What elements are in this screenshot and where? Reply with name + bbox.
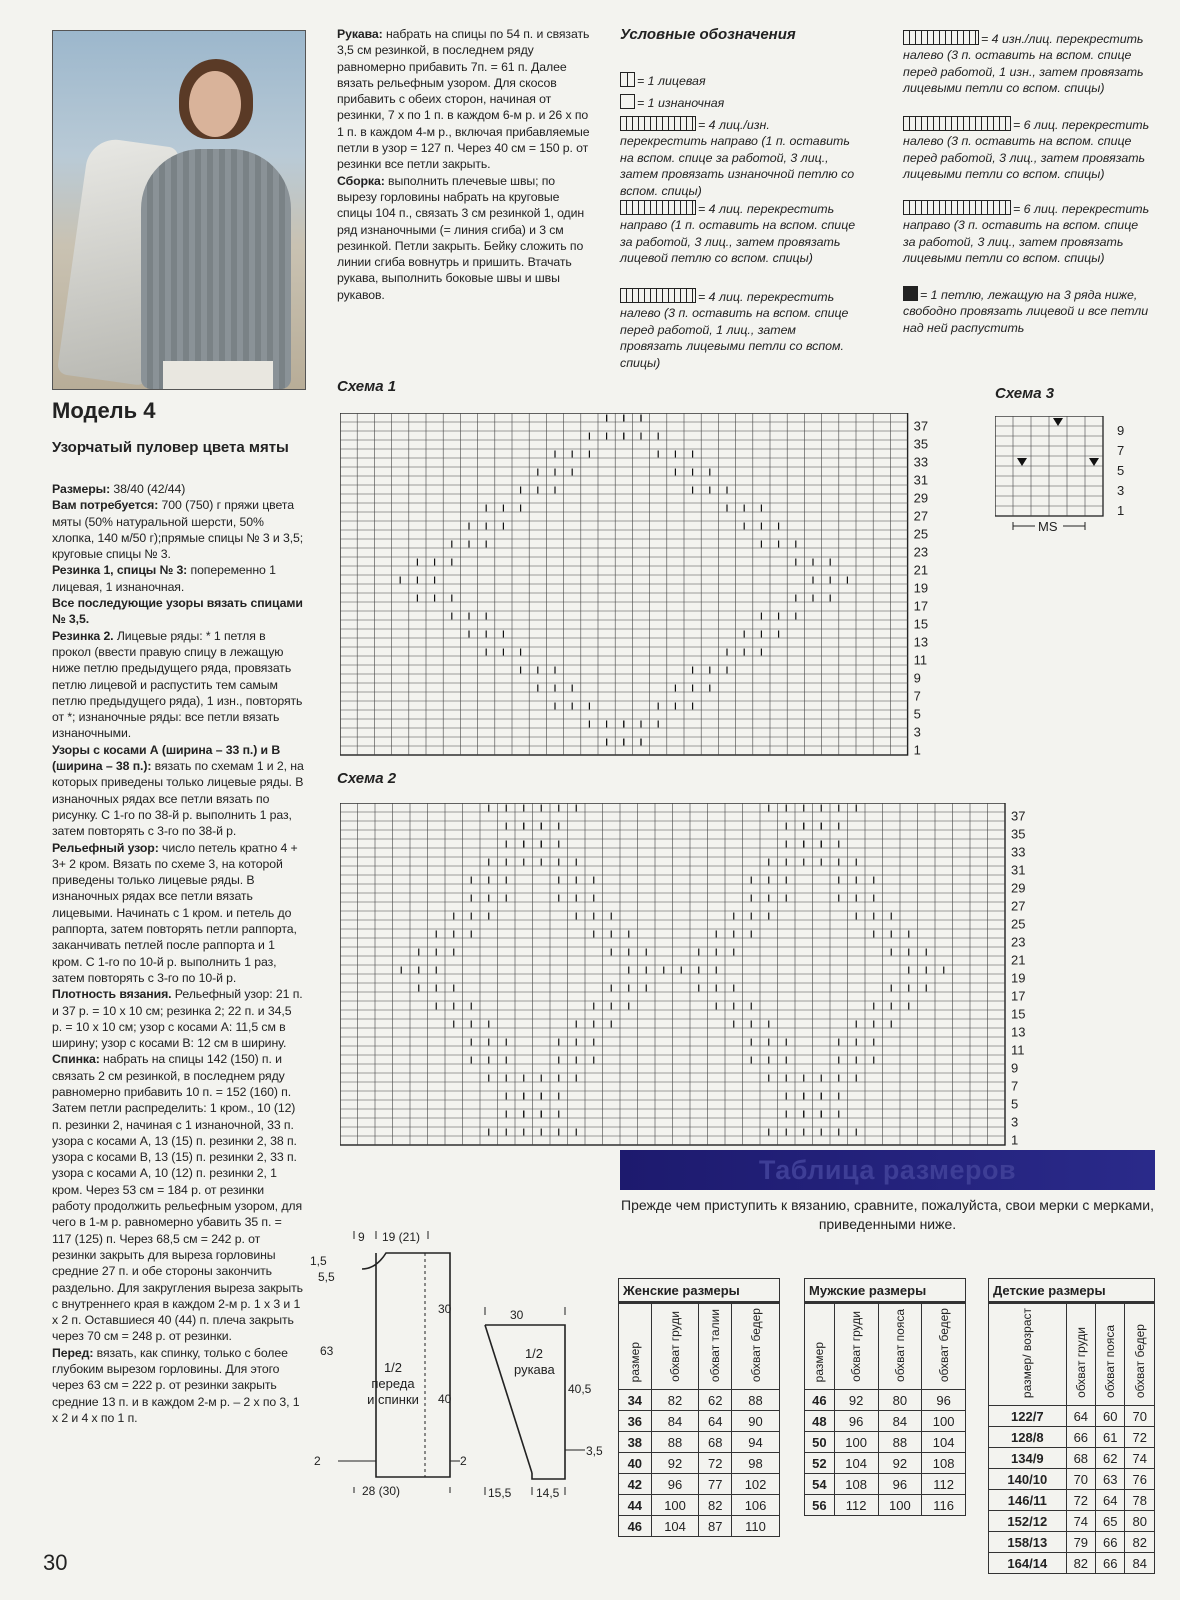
table-cell: 34: [619, 1390, 652, 1411]
row-number: 3: [1117, 483, 1125, 498]
table-cell: 62: [1096, 1448, 1125, 1469]
table-row: [805, 1432, 966, 1453]
row-number: 7: [913, 688, 921, 704]
table-cell: 146/11: [989, 1490, 1067, 1511]
table-cell: 42: [619, 1474, 652, 1495]
table-cell: 82: [651, 1390, 699, 1411]
table-row: [805, 1390, 966, 1411]
legend-item: = 6 лиц. перекрестить направо (3 п. оставить на вспом. спице за работой, 3 лиц., затем провязать лицевыми петли со вспом. спицы): [903, 202, 1150, 266]
size-column-header: обхват груди: [834, 1303, 878, 1390]
row-number: 3: [913, 724, 921, 740]
sleeve-label: 1/2 рукава: [514, 1346, 555, 1377]
table-cell: 88: [878, 1432, 922, 1453]
size-column-header: обхват пояса: [1096, 1303, 1125, 1406]
instruction-paragraph: Резинка 1, спицы № 3: попеременно 1 лицевая, 1 изнаночная.: [52, 563, 276, 594]
table-cell: 38: [619, 1432, 652, 1453]
instructions-left: [52, 481, 304, 1426]
dim-left-63: 63: [320, 1344, 334, 1358]
dim-top-a: 9: [358, 1230, 365, 1244]
row-number: 31: [1011, 862, 1026, 878]
row-number: 9: [913, 670, 921, 686]
table-row: [989, 1469, 1155, 1490]
row-number: 23: [913, 544, 929, 560]
row-number: 13: [913, 634, 929, 650]
table-cell: 96: [834, 1411, 878, 1432]
table-cell: 84: [651, 1411, 699, 1432]
row-number: 29: [1011, 880, 1026, 896]
instruction-paragraph: Резинка 2. Лицевые ряды: * 1 петля в прокол (ввести правую спицу в лежащую ниже петлю предыдущего ряда, провязать петлю лицевой и распустить тем самым петлю предыдущего ряда), 1 изн., повторять от *; изнаночные ряды: все петли вязать изнаночными.: [52, 628, 303, 741]
row-number: 15: [1011, 1006, 1026, 1022]
table-cell: 88: [651, 1432, 699, 1453]
row-number: 11: [1011, 1042, 1025, 1058]
table-cell: 88: [732, 1390, 780, 1411]
table-cell: 100: [922, 1411, 966, 1432]
size-table-title: Женские размеры: [619, 1279, 780, 1303]
table-cell: 44: [619, 1495, 652, 1516]
cable-left-4-icon: [620, 288, 696, 303]
row-number: 5: [1011, 1096, 1019, 1112]
table-cell: 72: [1066, 1490, 1095, 1511]
cable-right-6-icon: [903, 200, 1011, 215]
dim-right-40: 40: [438, 1392, 452, 1406]
table-cell: 82: [1125, 1532, 1155, 1553]
table-row: [619, 1516, 780, 1537]
table-row: [989, 1406, 1155, 1427]
size-column-header: обхват груди: [1066, 1303, 1095, 1406]
legend-item: = 4 изн./лиц. перекрестить налево (3 п. оставить на вспом. спице перед работой, 1 изн., затем провязать лицевыми петли со вспом. спицы): [903, 32, 1144, 96]
table-cell: 92: [834, 1390, 878, 1411]
drop-stitch-icon: [903, 286, 918, 301]
table-cell: 70: [1066, 1469, 1095, 1490]
table-cell: 66: [1096, 1553, 1125, 1574]
instruction-paragraph: Сборка: выполнить плечевые швы; по вырезу горловины набрать на круговые спицы 104 п., связать 3 см резинкой 1, один ряд изнаночными (= линия сгиба) и 3 см резинкой. Петли закрыть. Бейку сложить по линии сгиба вовнутрь и пришить. Втачать рукава, выполнить боковые швы и швы рукавов.: [337, 173, 585, 302]
table-row: [989, 1448, 1155, 1469]
table-row: [619, 1432, 780, 1453]
table-cell: 65: [1096, 1511, 1125, 1532]
table-cell: 70: [1125, 1406, 1155, 1427]
row-number: 21: [1011, 952, 1026, 968]
row-number: 3: [1011, 1114, 1019, 1130]
dim-bot-2b: 2: [460, 1454, 467, 1468]
row-number: 35: [1011, 826, 1026, 842]
instruction-paragraph: Вам потребуется: 700 (750) г пряжи цвета мяты (50% натуральной шерсти, 50% хлопка, 140 м/50 г);прямые спицы № 3 и 3,5; круговые спицы № 3.: [52, 498, 304, 562]
table-cell: 61: [1096, 1427, 1125, 1448]
row-number: 21: [913, 562, 929, 578]
table-cell: 108: [922, 1453, 966, 1474]
table-cell: 87: [699, 1516, 732, 1537]
size-column-header: обхват бедер: [922, 1303, 966, 1390]
instruction-paragraph: Узоры с косами А (ширина – 33 п.) и В (ширина – 38 п.): вязать по схемам 1 и 2, на которых приведены только лицевые ряды. В изнаночных рядах все петли вязать по рисунку. С 1-го по 38-й р. выполнить 1 раз, затем повторять с 3-го по 38-й р.: [52, 742, 304, 839]
row-number: 19: [1011, 970, 1026, 986]
instruction-paragraph: Размеры: 38/40 (42/44): [52, 482, 186, 496]
table-cell: 78: [1125, 1490, 1155, 1511]
table-cell: 100: [834, 1432, 878, 1453]
table-cell: 92: [878, 1453, 922, 1474]
dim-sleeve-b2: 14,5: [536, 1486, 560, 1500]
table-cell: 80: [1125, 1511, 1155, 1532]
table-cell: 80: [878, 1390, 922, 1411]
dim-bottom: 28 (30): [362, 1484, 401, 1498]
table-cell: 72: [699, 1453, 732, 1474]
table-cell: 96: [651, 1474, 699, 1495]
size-column-header: обхват талии: [699, 1303, 732, 1390]
row-number: 9: [1011, 1060, 1019, 1076]
dim-top-b: 19 (21): [382, 1230, 421, 1244]
table-cell: 104: [922, 1432, 966, 1453]
table-cell: 140/10: [989, 1469, 1067, 1490]
table-cell: 62: [699, 1390, 732, 1411]
row-number: 9: [1117, 423, 1125, 438]
table-cell: 106: [732, 1495, 780, 1516]
legend-item: = 6 лиц. перекрестить налево (3 п. оставить на вспом. спице перед работой, 3 лиц., затем провязать лицевыми петли со вспом. спицы): [903, 118, 1150, 182]
table-cell: 134/9: [989, 1448, 1067, 1469]
dim-sleeve-height: 40,5: [568, 1382, 592, 1396]
instructions-middle: [337, 26, 591, 303]
table-cell: 77: [699, 1474, 732, 1495]
instruction-paragraph: Перед: вязать, как спинку, только с более глубоким вырезом горловины. Для этого через 63 см = 222 р. от резинки закрыть средние 13 п. и в каждом 2-м р. – 2 х по 3, 1 х 2 и 4 х по 1 п.: [52, 1345, 300, 1425]
row-number: 1: [1011, 1132, 1019, 1148]
table-row: [619, 1453, 780, 1474]
table-cell: 84: [878, 1411, 922, 1432]
knit-symbol-icon: [620, 72, 635, 87]
dim-left-b: 5,5: [318, 1270, 335, 1284]
table-cell: 50: [805, 1432, 835, 1453]
row-number: 37: [913, 418, 929, 434]
cable-right-4-icon: [620, 200, 696, 215]
schema-3-label: Схема 3: [995, 385, 1055, 402]
table-cell: 64: [1066, 1406, 1095, 1427]
table-cell: 84: [1125, 1553, 1155, 1574]
model-subtitle: Узорчатый пуловер цвета мяты: [52, 439, 289, 456]
schema-3-chart: [995, 416, 1155, 554]
table-row: [619, 1390, 780, 1411]
dim-sleeve-b1: 15,5: [488, 1486, 512, 1500]
row-number: 31: [913, 472, 929, 488]
table-row: [805, 1411, 966, 1432]
schema-1-chart: [340, 413, 936, 758]
dim-sleeve-cuff: 3,5: [586, 1444, 603, 1458]
table-cell: 66: [1096, 1532, 1125, 1553]
row-number: 5: [913, 706, 921, 722]
row-number: 1: [1117, 503, 1125, 518]
table-cell: 112: [834, 1495, 878, 1516]
garment-pattern: [310, 1225, 610, 1510]
row-number: 7: [1011, 1078, 1019, 1094]
table-row: [619, 1495, 780, 1516]
cable-left-purl-icon: [903, 30, 979, 45]
table-row: [619, 1411, 780, 1432]
row-number: 27: [1011, 898, 1026, 914]
instruction-paragraph: Спинка: набрать на спицы 142 (150) п. и связать 2 см резинкой, в последнем ряду равномерно прибавить 10 п. = 152 (160) п. Затем петли распределить: 1 кром., 10 (12) п. резинки 2, начиная с 1 изнаночной, 33 п. узора с косами А, 13 (15) п. резинки 2, 38 п. узора с косами В, 13 (15) п. резинки 2, 33 п. узора с косами А, 10 (12) п. резинки 2, 1 кром. Через 53 см = 184 р. от резинки работу продолжить рельефным узором, для чего в 1-м р. равномерно убавить 35 п. = 117 (125) п. Через 68,5 см = 242 р. от резинки закрыть для выреза горловины средние 27 п. и обе стороны закончить раздельно. Для закругления выреза закрыть с внутреннего края в каждом 2-м р. 1 х 3 и 1 х 2 п. Оставшиеся 40 (44) п. плеча закрыть через 70 см = 248 р. от резинки.: [52, 1052, 303, 1344]
row-number: 33: [913, 454, 929, 470]
table-cell: 152/12: [989, 1511, 1067, 1532]
table-cell: 104: [834, 1453, 878, 1474]
women-size-table: [618, 1278, 780, 1537]
table-cell: 48: [805, 1411, 835, 1432]
cable-left-6-icon: [903, 116, 1011, 131]
row-number: 25: [913, 526, 929, 542]
instruction-paragraph: Все последующие узоры вязать спицами № 3,5.: [52, 596, 303, 627]
table-cell: 66: [1066, 1427, 1095, 1448]
model-title: Модель 4: [52, 398, 156, 423]
legend-item: = 1 лицевая: [620, 72, 860, 89]
table-row: [989, 1490, 1155, 1511]
row-number: 5: [1117, 463, 1125, 478]
table-cell: 100: [878, 1495, 922, 1516]
table-cell: 60: [1096, 1406, 1125, 1427]
table-cell: 74: [1066, 1511, 1095, 1532]
table-cell: 96: [922, 1390, 966, 1411]
size-column-header: обхват груди: [651, 1303, 699, 1390]
schema-2-chart: [340, 803, 1060, 1148]
row-number: 37: [1011, 808, 1026, 824]
row-number: 17: [1011, 988, 1026, 1004]
table-cell: 102: [732, 1474, 780, 1495]
row-number: 1: [913, 742, 921, 758]
row-number: 35: [913, 436, 929, 452]
table-cell: 63: [1096, 1469, 1125, 1490]
table-cell: 82: [699, 1495, 732, 1516]
table-row: [805, 1474, 966, 1495]
table-cell: 110: [732, 1516, 780, 1537]
table-row: [805, 1453, 966, 1474]
table-cell: 94: [732, 1432, 780, 1453]
size-column-header: размер: [805, 1303, 835, 1390]
table-cell: 46: [619, 1516, 652, 1537]
table-cell: 158/13: [989, 1532, 1067, 1553]
legend-item: = 4 лиц./изн. перекрестить направо (1 п. оставить на вспом. спице за работой, 3 лиц., затем провязать изнаночной петлю со вспом. спицы): [620, 118, 855, 198]
table-cell: 104: [651, 1516, 699, 1537]
row-number: 19: [913, 580, 929, 596]
instruction-paragraph: Плотность вязания. Рельефный узор: 21 п. и 37 р. = 10 х 10 см; резинка 2; 22 п. и 34,5 р. = 10 х 10 см; узор с косами А: 11,5 см в ширину; узор с косами В: 12 см в ширину.: [52, 987, 303, 1051]
table-cell: 76: [1125, 1469, 1155, 1490]
table-row: [989, 1553, 1155, 1574]
size-table-title: Детские размеры: [989, 1279, 1155, 1303]
table-cell: 64: [699, 1411, 732, 1432]
table-cell: 52: [805, 1453, 835, 1474]
dim-sleeve-top: 30: [510, 1308, 524, 1322]
front-back-label: 1/2 переда и спинки: [367, 1360, 419, 1407]
instruction-paragraph: Рельефный узор: число петель кратно 4 + 3+ 2 кром. Вязать по схеме 3, на которой приведены только лицевые ряды. В изнаночных рядах все петли вязать лицевыми. Начинать с 1 кром. и петель до раппорта, затем повторять петли раппорта, заканчивать петлей после раппорта и 1 кром. С 1-го по 10-й р. выполнить 1 раз, затем повторять с 3-го по 10-й р.: [52, 840, 298, 985]
table-cell: 54: [805, 1474, 835, 1495]
dim-bot-2a: 2: [314, 1454, 321, 1468]
table-row: [989, 1427, 1155, 1448]
table-cell: 92: [651, 1453, 699, 1474]
table-cell: 98: [732, 1453, 780, 1474]
table-row: [619, 1474, 780, 1495]
legend-item: = 1 изнаночная: [620, 94, 860, 111]
table-cell: 82: [1066, 1553, 1095, 1574]
table-row: [989, 1511, 1155, 1532]
table-cell: 122/7: [989, 1406, 1067, 1427]
size-column-header: обхват пояса: [878, 1303, 922, 1390]
dim-right-30: 30: [438, 1302, 452, 1316]
table-cell: 46: [805, 1390, 835, 1411]
table-cell: 72: [1125, 1427, 1155, 1448]
size-column-header: обхват бедер: [1125, 1303, 1155, 1406]
table-cell: 64: [1096, 1490, 1125, 1511]
row-number: 27: [913, 508, 929, 524]
table-cell: 108: [834, 1474, 878, 1495]
cable-right-purl-icon: [620, 116, 696, 131]
legend-item: = 4 лиц. перекрестить налево (3 п. оставить на вспом. спице перед работой, 1 лиц., затем провязать лицевыми петли со вспом. спицы): [620, 290, 849, 370]
model-photo: [52, 30, 306, 390]
legend-item: = 4 лиц. перекрестить направо (1 п. оставить на вспом. спице за работой, 3 лиц., затем провязать лицевой петлю со вспом. спицы): [620, 202, 856, 266]
table-cell: 56: [805, 1495, 835, 1516]
table-cell: 128/8: [989, 1427, 1067, 1448]
size-column-header: размер/ возраст: [989, 1303, 1067, 1406]
size-table-banner: Таблица размеров: [620, 1150, 1155, 1190]
row-number: 23: [1011, 934, 1026, 950]
table-cell: 112: [922, 1474, 966, 1495]
dim-left-a: 1,5: [310, 1254, 327, 1268]
table-cell: 68: [1066, 1448, 1095, 1469]
row-number: 29: [913, 490, 929, 506]
size-table-intro: Прежде чем приступить к вязанию, сравните, пожалуйста, свои мерки с мерками, приведенными ниже.: [621, 1197, 1154, 1232]
row-number: 33: [1011, 844, 1026, 860]
table-cell: 116: [922, 1495, 966, 1516]
table-cell: 74: [1125, 1448, 1155, 1469]
row-number: 15: [913, 616, 929, 632]
kids-size-table: [988, 1278, 1155, 1574]
table-cell: 68: [699, 1432, 732, 1453]
table-cell: 100: [651, 1495, 699, 1516]
table-cell: 96: [878, 1474, 922, 1495]
size-table-title: Мужские размеры: [805, 1279, 966, 1303]
schema-2-label: Схема 2: [337, 770, 397, 787]
purl-symbol-icon: [620, 94, 635, 109]
size-column-header: обхват бедер: [732, 1303, 780, 1390]
instruction-paragraph: Рукава: набрать на спицы по 54 п. и связать 3,5 см резинкой, в последнем ряду равномерно прибавить 7п. = 61 п. Далее вязать рельефным узором. Для скосов прибавить с обеих сторон, начиная от резинки, 7 х по 1 п. в каждом 6-м р. и 26 х по 1 п. в каждом 4-м р., включая прибавляемые петли в узор = 127 п. Через 40 см = 150 р. от резинки все петли закрыть.: [337, 27, 590, 172]
table-cell: 40: [619, 1453, 652, 1474]
men-size-table: [804, 1278, 966, 1516]
page-number: 30: [43, 1550, 68, 1575]
table-row: [805, 1495, 966, 1516]
legend-title: Условные обозначения: [620, 26, 796, 43]
legend-item: = 1 петлю, лежащую на 3 ряда ниже, свободно провязать лицевой и все петли над ней распустить: [903, 288, 1149, 335]
table-row: [989, 1532, 1155, 1553]
table-cell: 90: [732, 1411, 780, 1432]
table-cell: 164/14: [989, 1553, 1067, 1574]
table-cell: 79: [1066, 1532, 1095, 1553]
schema-1-label: Схема 1: [337, 378, 397, 395]
size-column-header: размер: [619, 1303, 652, 1390]
row-number: 7: [1117, 443, 1125, 458]
row-number: 17: [913, 598, 929, 614]
row-number: 11: [913, 652, 928, 668]
row-number: 13: [1011, 1024, 1026, 1040]
repeat-label: MS: [1038, 519, 1058, 534]
row-number: 25: [1011, 916, 1026, 932]
table-cell: 36: [619, 1411, 652, 1432]
